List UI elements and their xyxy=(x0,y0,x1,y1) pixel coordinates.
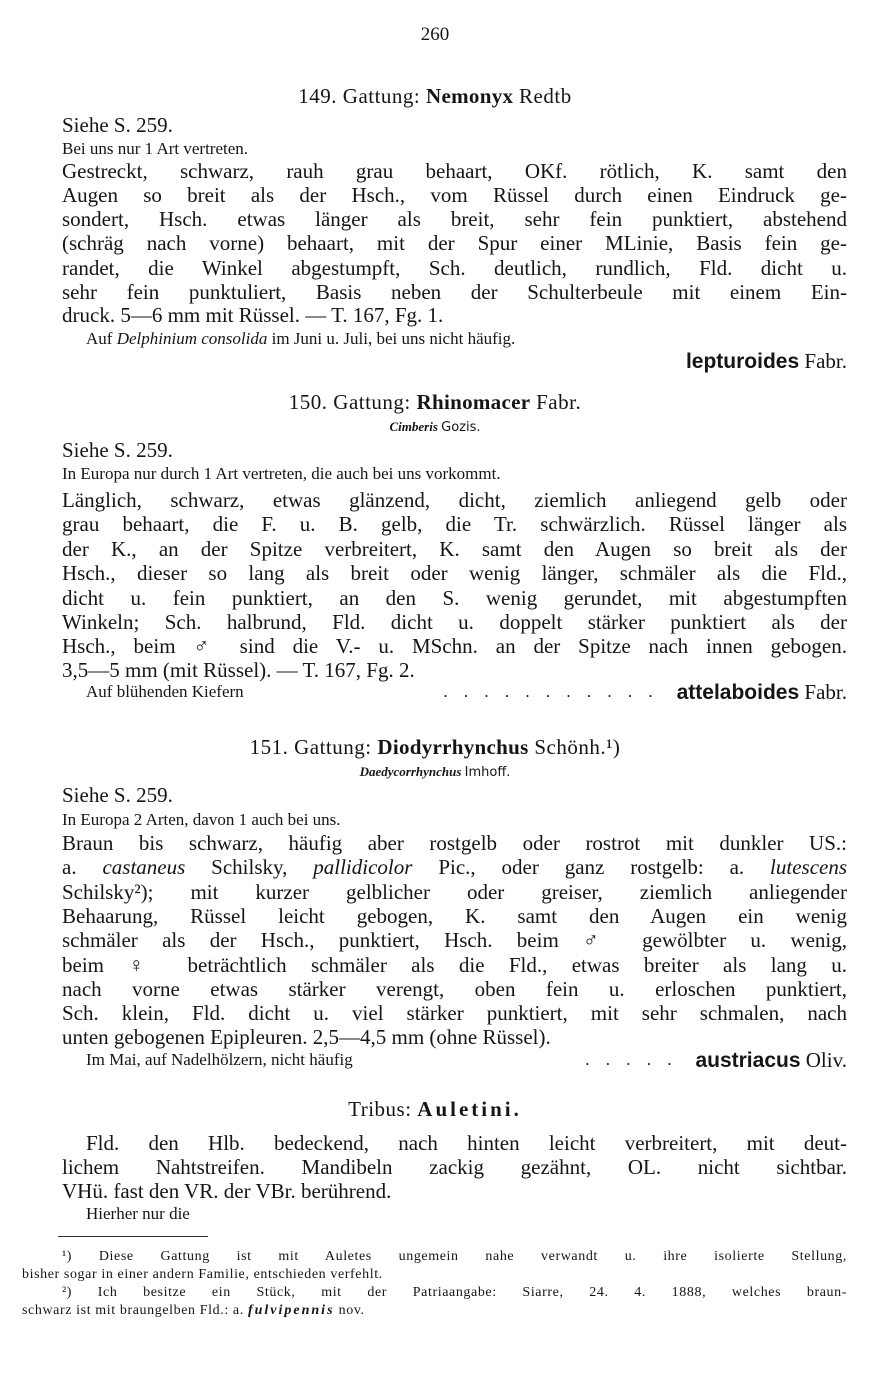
footnote-text: schwarz ist mit braungelben Fld.: a. xyxy=(22,1303,244,1318)
description-line: randet, die Winkel abgestumpft, Sch. deutlich, rundlich, Fld. dicht u. xyxy=(62,256,847,280)
tribus-heading xyxy=(0,1097,870,1121)
distribution-text: In Europa nur durch 1 Art vertreten, die auch bei uns vorkommt. xyxy=(62,464,501,483)
host-plant: Delphinium consolida xyxy=(116,329,268,348)
tribus-name: Auletini. xyxy=(417,1097,522,1121)
description-line: Schilsky²); mit kurzer gelblicher oder greiser, ziemlich anliegender xyxy=(62,880,847,904)
description-line: Winkeln; Sch. halbrund, Fld. dicht u. doppelt stärker punktiert als der xyxy=(62,610,847,634)
footnote-text: nov. xyxy=(338,1303,365,1318)
footnote-1-line-2: bisher sogar in einer andern Familie, entschieden verfehlt. xyxy=(22,1267,383,1282)
variant-author: Schilsky, xyxy=(211,855,288,879)
synonym-line xyxy=(0,419,870,435)
leader-dots: . . . . . . . . . . . xyxy=(443,682,659,701)
genus-heading-151 xyxy=(0,735,870,759)
footnote-1-line-1: ¹) Diese Gattung ist mit Auletes ungemein nahe verwandt u. ihre isolierte Stellung, xyxy=(62,1249,847,1264)
genus-heading-150 xyxy=(0,390,870,414)
description-line: Länglich, schwarz, etwas glänzend, dicht, ziemlich anliegend gelb oder xyxy=(62,488,847,512)
genus-name: Nemonyx xyxy=(426,84,514,108)
genus-name: Diodyrrhynchus xyxy=(377,735,529,759)
description-line: Augen so breit als der Hsch., vom Rüssel durch einen Eindruck ge- xyxy=(62,183,847,207)
host-and-species-line xyxy=(86,680,847,705)
description-line: dicht u. fein punktiert, an den S. wenig gerundet, mit abgestumpften xyxy=(62,586,847,610)
synonym-author: Gozis. xyxy=(441,420,481,435)
description-line: nach vorne etwas stärker verengt, oben fein u. erloschen punktiert, xyxy=(62,977,847,1001)
genus-author: Fabr. xyxy=(536,390,582,414)
description-line: Sch. klein, Fld. dicht u. viel stärker punktiert, mit sehr schmalen, nach xyxy=(62,1001,847,1025)
tribus-description-line: Fld. den Hlb. bedeckend, nach hinten leicht verbreitert, mit deut- xyxy=(86,1131,847,1155)
description-line-variants xyxy=(62,855,847,879)
host-and-species-line xyxy=(86,1048,847,1073)
description-line: Behaarung, Rüssel leicht gebogen, K. samt den Augen ein wenig xyxy=(62,904,847,928)
description-line: Braun bis schwarz, häufig aber rostgelb oder rostrot mit dunkler US.: xyxy=(62,831,847,855)
description-line: Hsch., dieser so lang als breit oder wenig länger, schmäler als die Fld., xyxy=(62,561,847,585)
species-name: austriacus xyxy=(695,1049,801,1072)
tribus-description-line: VHü. fast den VR. der VBr. berührend. xyxy=(62,1179,392,1203)
host-prefix: Auf xyxy=(86,329,113,348)
tribus-label: Tribus: xyxy=(348,1097,412,1121)
tribus-description-line: lichem Nahtstreifen. Mandibeln zackig gezähnt, OL. nicht sichtbar. xyxy=(62,1155,847,1179)
variant-name: lutescens xyxy=(770,855,848,879)
heading-prefix: 149. Gattung: xyxy=(298,84,421,108)
host-text xyxy=(86,327,847,351)
genus-name: Rhinomacer xyxy=(416,390,531,414)
variant-name: pallidicolor xyxy=(313,855,413,879)
description-line: Gestreckt, schwarz, rauh grau behaart, OKf. rötlich, K. samt den xyxy=(62,159,847,183)
species-author: Fabr. xyxy=(804,680,847,704)
heading-prefix: 151. Gattung: xyxy=(249,735,372,759)
page-number: 260 xyxy=(420,24,450,45)
description-line: druck. 5—6 mm mit Rüssel. — T. 167, Fg. 1. xyxy=(62,303,444,327)
description-line: 3,5—5 mm (mit Rüssel). — T. 167, Fg. 2. xyxy=(62,658,415,682)
description-line: schmäler als der Hsch., punktiert, Hsch. beim ♂ gewölbter u. wenig, xyxy=(62,928,847,952)
description-line: der K., an der Spitze verbreitert, K. samt den Augen so breit als der xyxy=(62,537,847,561)
synonym-line xyxy=(0,764,870,780)
species-name-line xyxy=(62,349,847,374)
variant-name: castaneus xyxy=(102,855,186,879)
description-line: grau behaart, die F. u. B. gelb, die Tr. schwärzlich. Rüssel länger als xyxy=(62,512,847,536)
host-text: Auf blühenden Kiefern xyxy=(86,682,244,701)
host-suffix: im Juni u. Juli, bei uns nicht häufig. xyxy=(271,329,516,348)
aberration-marker: a. xyxy=(62,855,77,879)
heading-prefix: 150. Gattung: xyxy=(288,390,411,414)
species-author: Fabr. xyxy=(804,349,847,373)
description-line: sondert, Hsch. etwas länger als breit, sehr fein punktiert, abstehend xyxy=(62,207,847,231)
genus-author: Redtb xyxy=(519,84,572,108)
description-line: sehr fein punktuliert, Basis neben der Schulterbeule mit einem Ein- xyxy=(62,280,847,304)
synonym: Cimberis xyxy=(389,419,438,434)
footnote-rule xyxy=(58,1236,208,1237)
leader-dots: . . . . . xyxy=(585,1050,678,1069)
distribution-text: Bei uns nur 1 Art vertreten. xyxy=(62,139,249,158)
host-text: Im Mai, auf Nadelhölzern, nicht häufig xyxy=(86,1050,353,1069)
see-reference: Siehe S. 259. xyxy=(62,438,173,462)
description-line: unten gebogenen Epipleuren. 2,5—4,5 mm (ohne Rüssel). xyxy=(62,1025,551,1049)
genus-author: Schönh.¹) xyxy=(534,735,621,759)
footnote-2-line-2 xyxy=(22,1302,847,1319)
species-name: attelaboides xyxy=(676,681,800,704)
see-reference: Siehe S. 259. xyxy=(62,113,173,137)
synonym: Daedycorrhynchus xyxy=(359,764,462,779)
species-author: Oliv. xyxy=(805,1048,847,1072)
variant-name: fulvipennis xyxy=(247,1303,335,1318)
variant-text: Pic., oder ganz rostgelb: a. xyxy=(438,855,745,879)
description-line: beim ♀ beträchtlich schmäler als die Fld., etwas breiter als lang u. xyxy=(62,953,847,977)
species-name: lepturoides xyxy=(685,350,800,373)
footnote-2-line-1: ²) Ich besitze ein Stück, mit der Patriaangabe: Siarre, 24. 4. 1888, welches braun- xyxy=(62,1285,847,1300)
distribution-text: In Europa 2 Arten, davon 1 auch bei uns. xyxy=(62,810,341,829)
tribus-continuation: Hierher nur die xyxy=(86,1204,190,1223)
description-line: (schräg nach vorne) behaart, mit der Spur einer MLinie, Basis fein ge- xyxy=(62,231,847,255)
synonym-author: Imhoff. xyxy=(464,765,511,780)
see-reference: Siehe S. 259. xyxy=(62,783,173,807)
genus-heading-149 xyxy=(0,84,870,108)
description-line: Hsch., beim ♂ sind die V.- u. MSchn. an der Spitze nach innen gebogen. xyxy=(62,634,847,658)
